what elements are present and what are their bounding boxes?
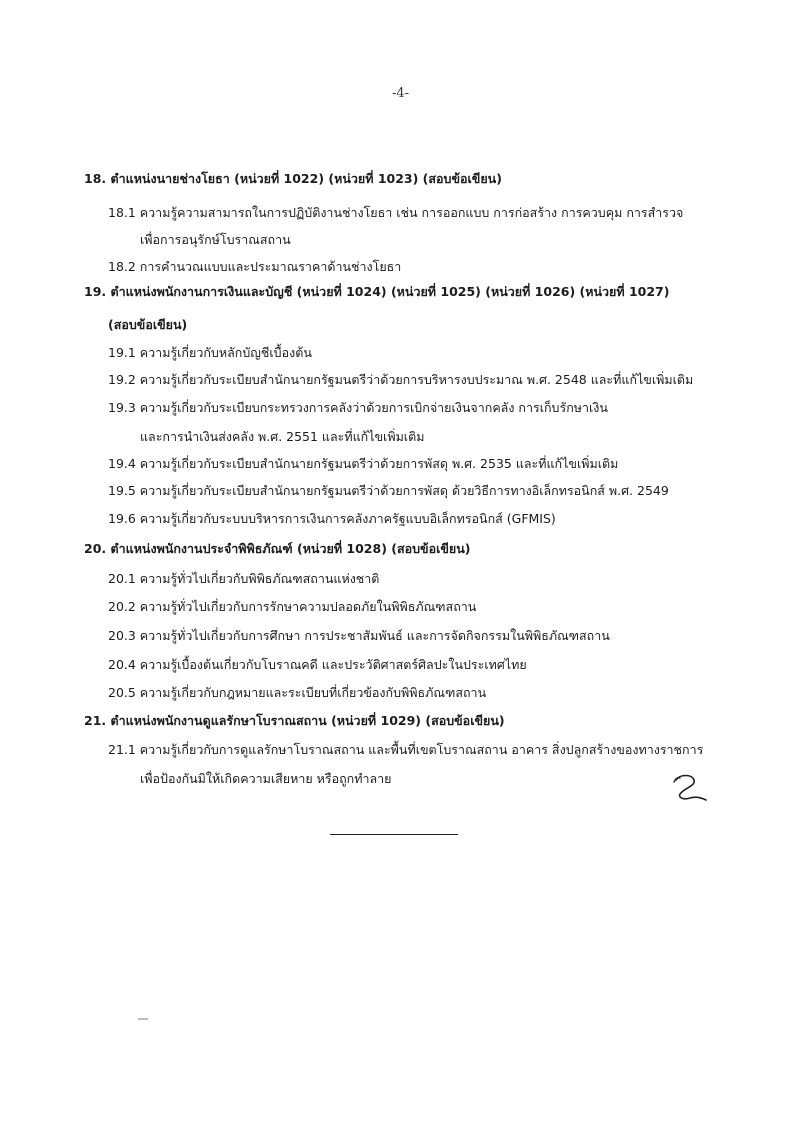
page-number: -4-: [392, 86, 410, 101]
handwritten-initial-signature: [666, 770, 712, 804]
section-18-heading: 18. ตำแหน่งนายช่างโยธา (หน่วยที่ 1022) (หน่วยที่ 1023) (สอบข้อเขียน): [84, 171, 502, 186]
item-19-3-continued: และการนำเงินส่งคลัง พ.ศ. 2551 และที่แก้ไขเพิ่มเติม: [140, 429, 425, 444]
item-20-5: 20.5 ความรู้เกี่ยวกับกฎหมายและระเบียบที่เกี่ยวข้องกับพิพิธภัณฑสถาน: [108, 685, 487, 700]
section-19-heading: 19. ตำแหน่งพนักงานการเงินและบัญชี (หน่วยที่ 1024) (หน่วยที่ 1025) (หน่วยที่ 1026) (หน่วยที่ 1027): [84, 284, 670, 299]
item-20-2: 20.2 ความรู้ทั่วไปเกี่ยวกับการรักษาความปลอดภัยในพิพิธภัณฑสถาน: [108, 599, 477, 614]
item-19-4: 19.4 ความรู้เกี่ยวกับระเบียบสำนักนายกรัฐมนตรีว่าด้วยการพัสดุ พ.ศ. 2535 และที่แก้ไขเพิ่มเติม: [108, 456, 619, 471]
item-19-1: 19.1 ความรู้เกี่ยวกับหลักบัญชีเบื้องต้น: [108, 345, 312, 360]
item-21-1-continued: เพื่อป้องกันมิให้เกิดความเสียหาย หรือถูกทำลาย: [140, 771, 392, 786]
item-20-3: 20.3 ความรู้ทั่วไปเกี่ยวกับการศึกษา การประชาสัมพันธ์ และการจัดกิจกรรมในพิพิธภัณฑสถาน: [108, 628, 610, 643]
item-19-6: 19.6 ความรู้เกี่ยวกับระบบบริหารการเงินการคลังภาครัฐแบบอิเล็กทรอนิกส์ (GFMIS): [108, 511, 556, 526]
item-19-3: 19.3 ความรู้เกี่ยวกับระเบียบกระทรวงการคลังว่าด้วยการเบิกจ่ายเงินจากคลัง การเก็บรักษาเงิน: [108, 400, 608, 415]
item-18-2: 18.2 การคำนวณแบบและประมาณราคาด้านช่างโยธา: [108, 259, 402, 274]
item-21-1: 21.1 ความรู้เกี่ยวกับการดูแลรักษาโบราณสถาน และพื้นที่เขตโบราณสถาน อาคาร สิ่งปลูกสร้างของทางราชการ: [108, 742, 704, 757]
closing-divider-line: [330, 834, 458, 835]
scan-mark: [138, 1018, 148, 1020]
item-18-1: 18.1 ความรู้ความสามารถในการปฏิบัติงานช่างโยธา เช่น การออกแบบ การก่อสร้าง การควบคุม การสำรวจ: [108, 205, 684, 220]
item-18-1-continued: เพื่อการอนุรักษ์โบราณสถาน: [140, 232, 291, 247]
item-19-5: 19.5 ความรู้เกี่ยวกับระเบียบสำนักนายกรัฐมนตรีว่าด้วยการพัสดุ ด้วยวิธีการทางอิเล็กทรอนิกส์ พ.ศ. 2549: [108, 483, 669, 498]
item-20-1: 20.1 ความรู้ทั่วไปเกี่ยวกับพิพิธภัณฑสถานแห่งชาติ: [108, 571, 380, 586]
section-20-heading: 20. ตำแหน่งพนักงานประจำพิพิธภัณฑ์ (หน่วยที่ 1028) (สอบข้อเขียน): [84, 541, 471, 556]
item-19-2: 19.2 ความรู้เกี่ยวกับระเบียบสำนักนายกรัฐมนตรีว่าด้วยการบริหารงบประมาณ พ.ศ. 2548 และที่แก้ไขเพิ่มเติม: [108, 372, 694, 387]
section-21-heading: 21. ตำแหน่งพนักงานดูแลรักษาโบราณสถาน (หน่วยที่ 1029) (สอบข้อเขียน): [84, 713, 505, 728]
section-19-heading-continued: (สอบข้อเขียน): [108, 317, 188, 332]
item-20-4: 20.4 ความรู้เบื้องต้นเกี่ยวกับโบราณคดี และประวัติศาสตร์ศิลปะในประเทศไทย: [108, 657, 527, 672]
